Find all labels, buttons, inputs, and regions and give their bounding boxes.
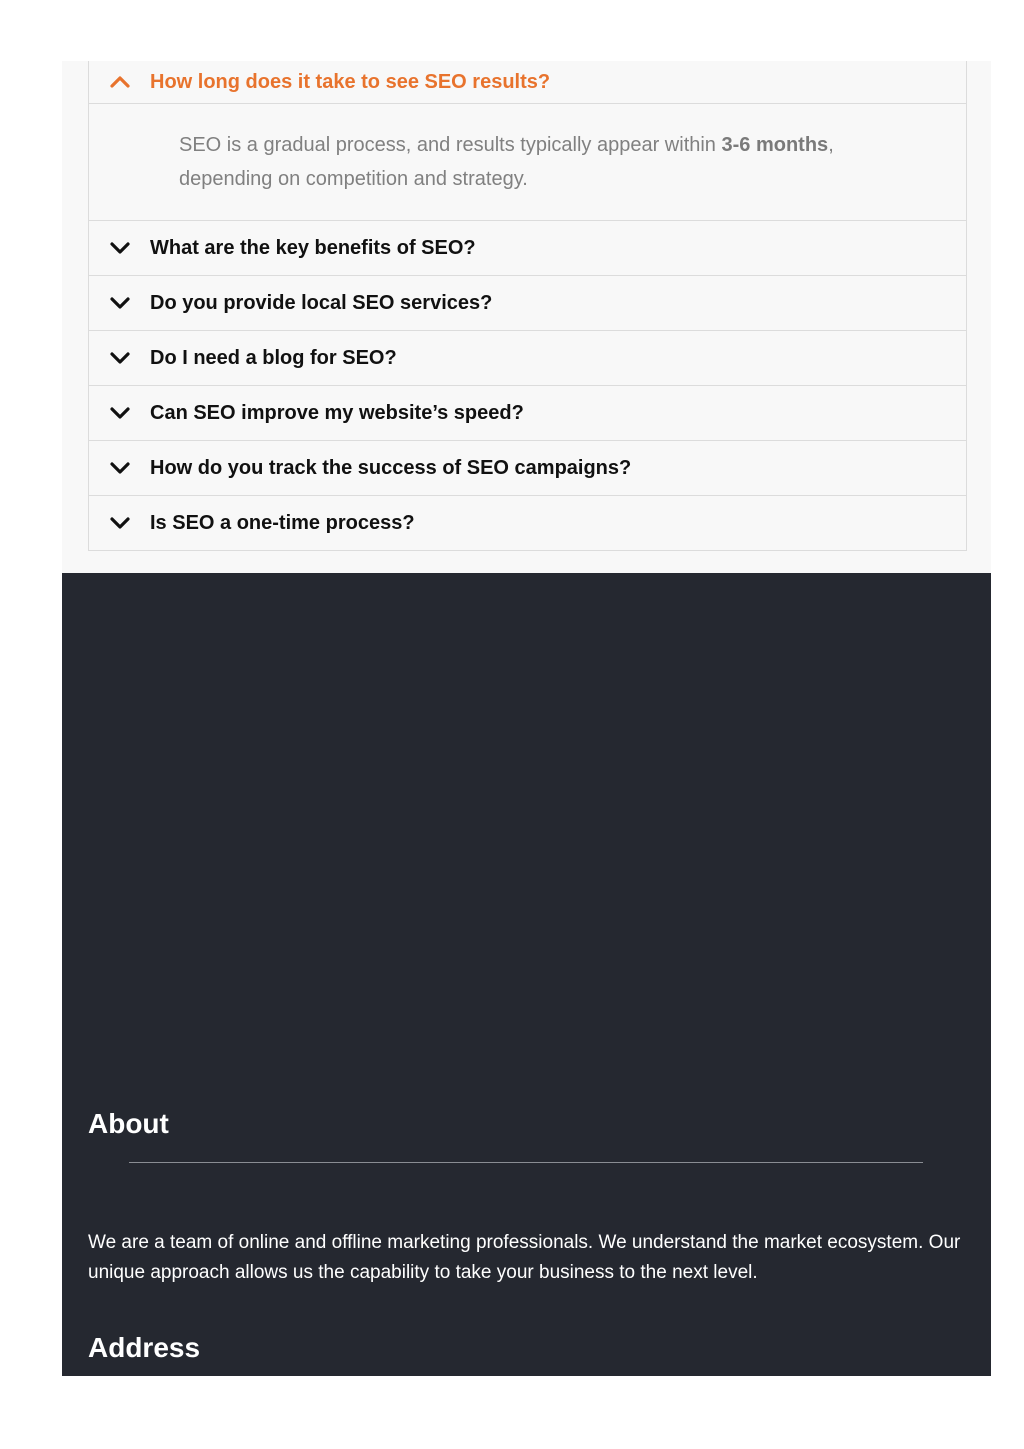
faq-answer [89,104,966,220]
faq-question-toggle[interactable] [89,221,966,275]
faq-question-toggle[interactable] [89,386,966,440]
faq-question-toggle[interactable] [89,61,966,104]
chevron-down-icon [109,292,131,314]
faq-question-text: Is SEO a one-time process? [150,511,415,534]
faq-question-text: Do I need a blog for SEO? [150,346,397,369]
faq-answer-highlight: 3-6 months [721,134,829,156]
faq-question-toggle[interactable] [89,331,966,385]
faq-question-text: How do you track the success of SEO campaigns? [150,456,632,479]
address-heading: Address [88,1332,201,1363]
about-text: We are a team of online and offline marketing professionals. We understand the market ecosystem. Our unique approach allows us the capability to take your business to the next level. [88,1232,961,1283]
faq-question-text: What are the key benefits of SEO? [150,236,476,259]
about-heading: About [88,1108,169,1139]
faq-accordion [88,61,967,551]
faq-answer-text-end: , depending on competition and strategy. [179,134,834,190]
chevron-down-icon [109,512,131,534]
chevron-down-icon [109,237,131,259]
faq-answer-text: SEO is a gradual process, and results typically appear within [179,134,722,156]
faq-question-text: Do you provide local SEO services? [150,291,493,314]
faq-question-text: How long does it take to see SEO results? [150,70,551,93]
faq-item [89,386,966,441]
about-divider [129,1162,923,1163]
chevron-down-icon [109,402,131,424]
chevron-down-icon [109,347,131,369]
faq-item-open [89,61,966,221]
site-footer [62,573,991,1376]
faq-item [89,221,966,276]
faq-question-toggle[interactable] [89,496,966,550]
faq-item [89,496,966,550]
faq-question-toggle[interactable] [89,441,966,495]
faq-item [89,331,966,386]
chevron-up-icon [109,71,131,93]
faq-item [89,441,966,496]
faq-question-toggle[interactable] [89,276,966,330]
chevron-down-icon [109,457,131,479]
faq-question-text: Can SEO improve my website’s speed? [150,401,524,424]
faq-item [89,276,966,331]
faq-section [62,61,991,573]
